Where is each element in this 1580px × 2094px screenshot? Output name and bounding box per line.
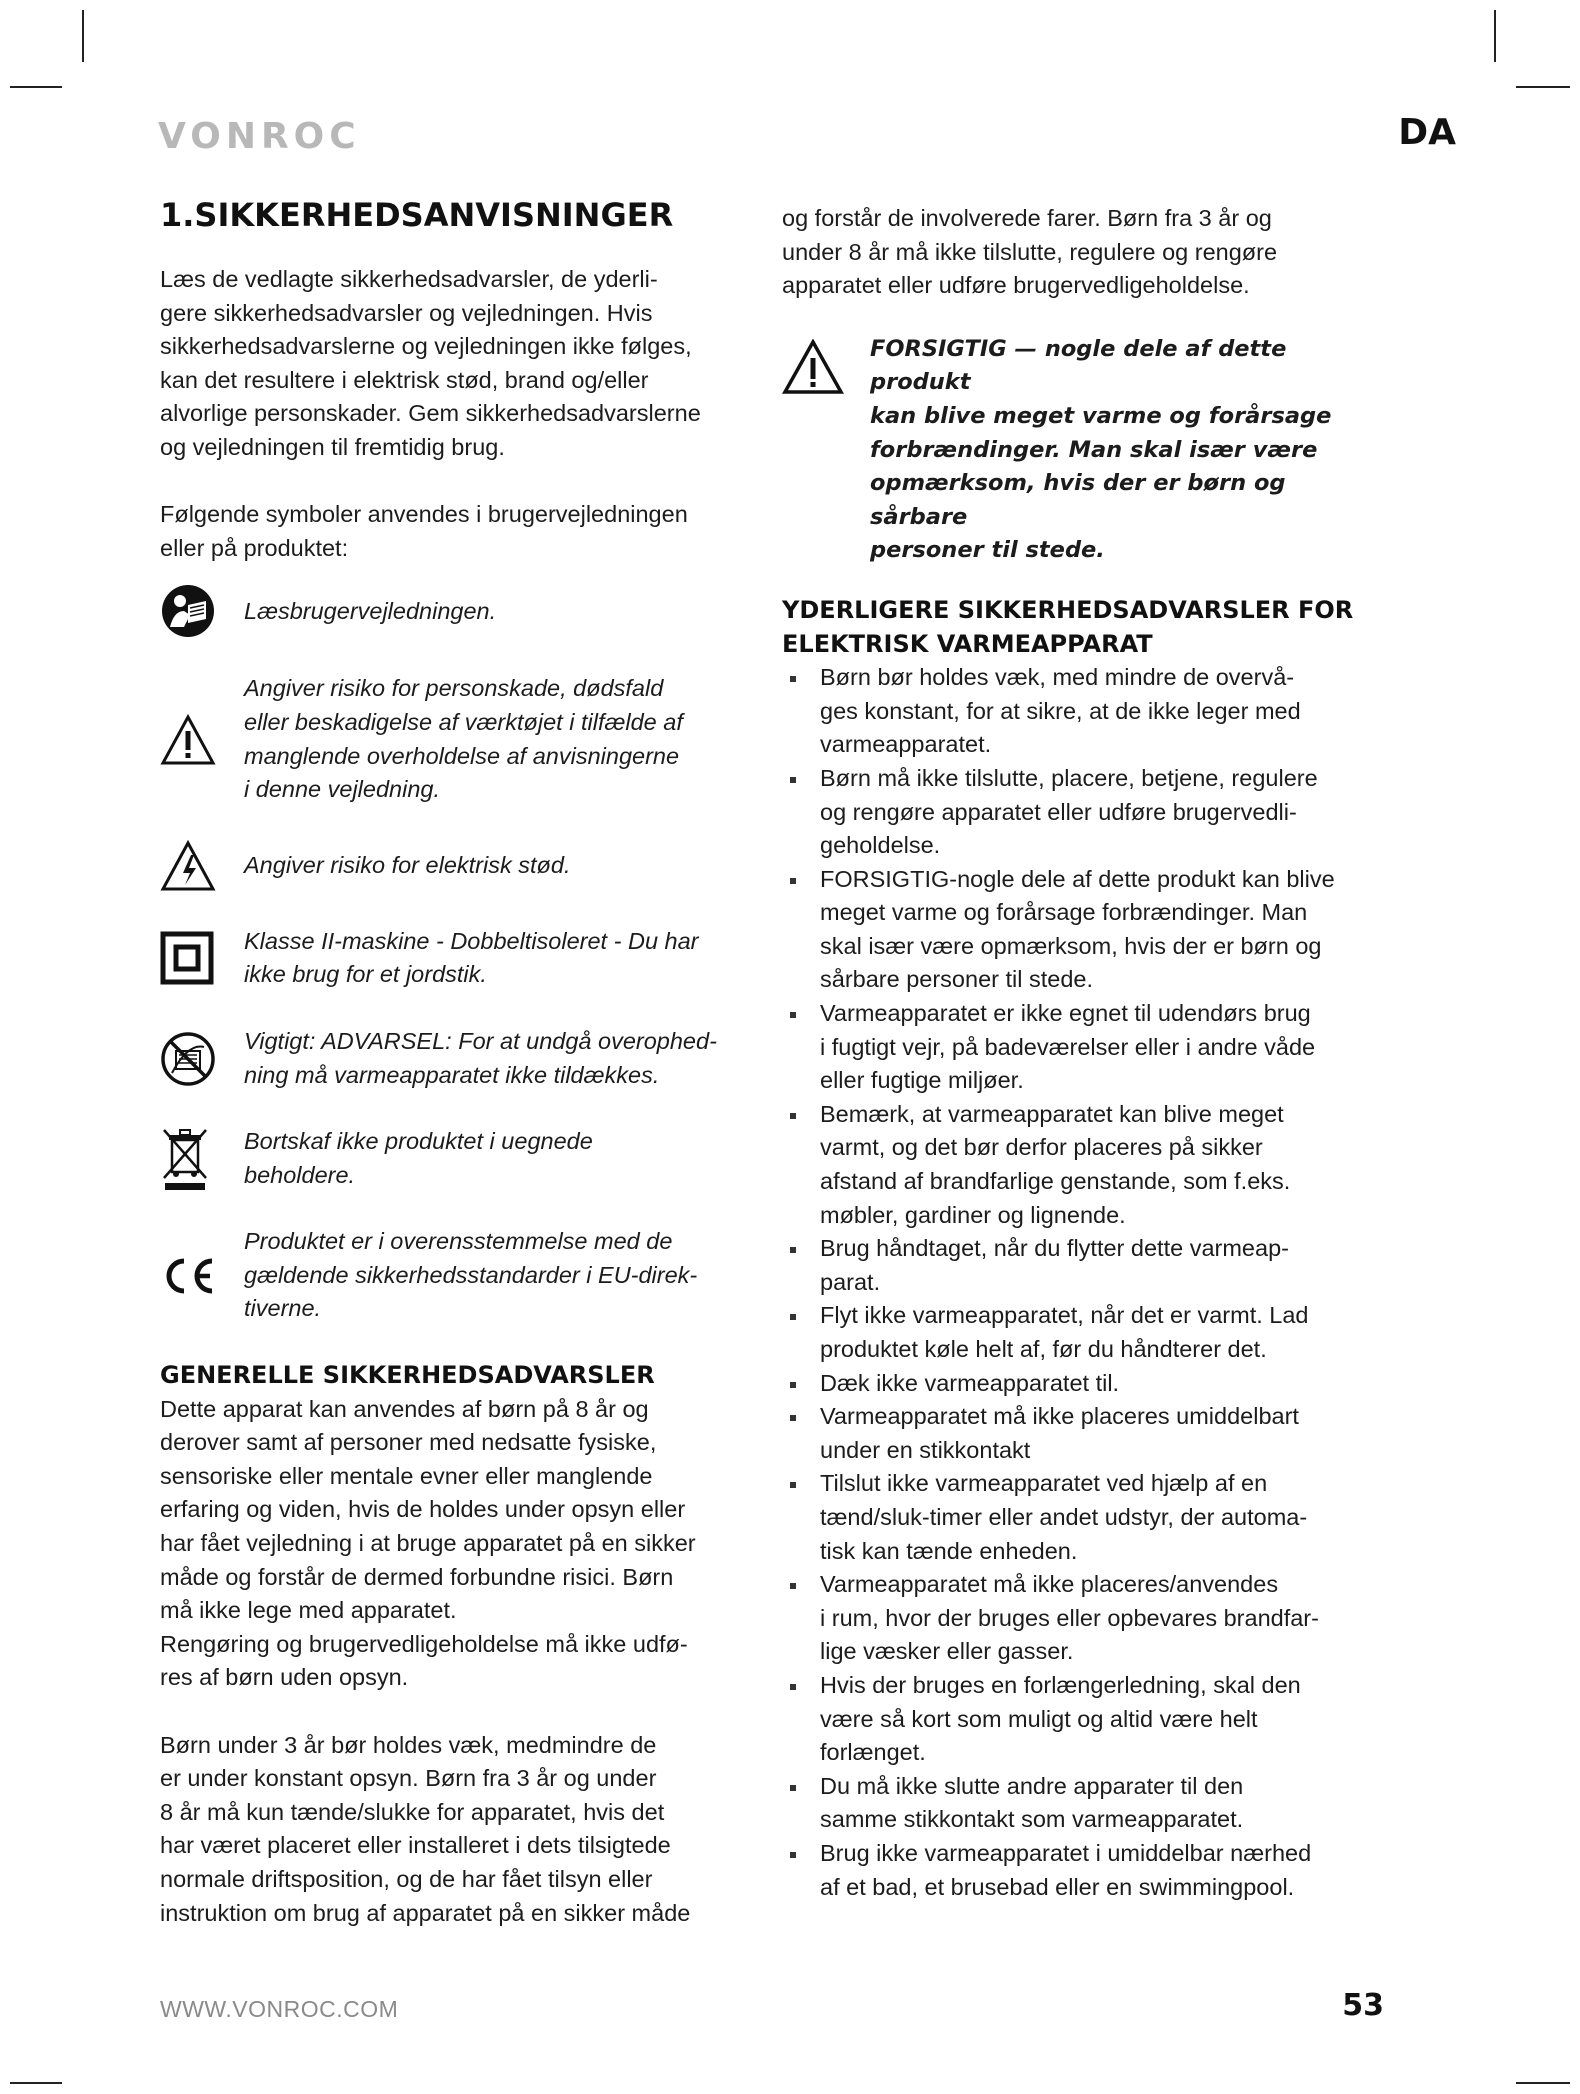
- extra-warnings-list: [782, 661, 1382, 1904]
- crop-mark: [10, 2082, 62, 2084]
- text-line: manglende overholdelse af anvisningerne: [244, 742, 680, 769]
- general-heading: GENERELLE SIKKERHEDSADVARSLER: [160, 1361, 655, 1390]
- text-line: derover samt af personer med nedsatte fysiske,: [160, 1429, 657, 1456]
- list-item: [782, 1367, 1382, 1401]
- text-line: Varmeapparatet er ikke egnet til udendørs brug: [820, 1000, 1311, 1027]
- text-line: instruktion om brug af apparatet på en sikker måde: [160, 1899, 691, 1926]
- text-line: Varmeapparatet må ikke placeres/anvendes: [820, 1571, 1279, 1598]
- text-line: eller fugtige miljøer.: [820, 1067, 1024, 1094]
- list-item: [782, 1568, 1382, 1669]
- symbol-row: [160, 1125, 760, 1192]
- text-line: Angiver risiko for personskade, dødsfald: [244, 675, 664, 702]
- footer-url: WWW.VONROC.COM: [160, 1996, 399, 2022]
- text-line: ikke brug for et jordstik.: [244, 961, 487, 988]
- text-line: Dette apparat kan anvendes af børn på 8 år og: [160, 1395, 649, 1422]
- text-line: geholdelse.: [820, 832, 941, 859]
- text-line: normale driftsposition, og de har fået tilsyn eller: [160, 1865, 653, 1892]
- text-line: forlænget.: [820, 1739, 926, 1766]
- text-line: res af børn uden opsyn.: [160, 1664, 409, 1691]
- text-line: FORSIGTIG — nogle dele af dette produkt: [870, 335, 1287, 396]
- list-item: [782, 863, 1382, 997]
- text-line: møbler, gardiner og lignende.: [820, 1201, 1126, 1228]
- text-line: forbrændinger. Man skal især være: [870, 436, 1318, 463]
- list-item: [782, 1467, 1382, 1568]
- text-line: apparatet eller udføre brugervedligeholdelse.: [782, 272, 1250, 299]
- weee-bin-icon: [160, 1126, 244, 1192]
- symbol-description: [244, 849, 570, 883]
- text-line: varmt, og det bør derfor placeres på sikker: [820, 1134, 1263, 1161]
- text-line: sikkerhedsadvarslerne og vejledningen ikke følges,: [160, 333, 692, 360]
- list-item: [782, 762, 1382, 863]
- text-line: kan det resultere i elektrisk stød, brand og/eller: [160, 366, 649, 393]
- symbol-description: [244, 1025, 717, 1092]
- electric-shock-icon: [160, 840, 244, 892]
- crop-mark: [1516, 86, 1570, 88]
- symbol-description: [244, 1225, 697, 1326]
- symbol-list: [160, 583, 760, 1326]
- text-line: eller på produktet:: [160, 534, 349, 561]
- symbol-description: [244, 595, 496, 629]
- text-line: tiverne.: [244, 1295, 322, 1322]
- text-line: beholdere.: [244, 1161, 356, 1188]
- text-line: tænd/sluk-timer eller andet udstyr, der automa-: [820, 1503, 1308, 1530]
- list-item: [782, 1400, 1382, 1467]
- text-line: i fugtigt vejr, på badeværelser eller i andre våde: [820, 1033, 1316, 1060]
- text-line: Rengøring og brugervedligeholdelse må ikke udfø-: [160, 1630, 688, 1657]
- text-line: og rengøre apparatet eller udføre brugervedli-: [820, 798, 1297, 825]
- text-line: Tilslut ikke varmeapparatet ved hjælp af en: [820, 1470, 1268, 1497]
- text-line: skal især være opmærksom, hvis der er børn og: [820, 932, 1322, 959]
- list-item: [782, 1669, 1382, 1770]
- text-line: Klasse II-maskine - Dobbeltisoleret - Du har: [244, 927, 699, 954]
- text-line: Bemærk, at varmeapparatet kan blive meget: [820, 1100, 1284, 1127]
- extra-heading: [782, 594, 1382, 661]
- text-line: YDERLIGERE SIKKERHEDSADVARSLER FOR: [782, 595, 1354, 624]
- symbol-description: [244, 925, 699, 992]
- text-line: har været placeret eller installeret i dets tilsigtede: [160, 1832, 671, 1859]
- text-line: afstand af brandfarlige genstande, som f.eks.: [820, 1168, 1291, 1195]
- ce-mark-icon: [160, 1255, 244, 1297]
- crop-mark: [1494, 10, 1496, 62]
- symbols-intro: [160, 498, 760, 565]
- page-title: 1.SIKKERHEDSANVISNINGER: [160, 196, 674, 234]
- text-line: Produktet er i overensstemmelse med de: [244, 1228, 673, 1255]
- text-line: Læs de vedlagte sikkerhedsadvarsler, de yderli-: [160, 266, 658, 292]
- text-line: Hvis der bruges en forlængerledning, skal den: [820, 1671, 1301, 1698]
- brand-logo: VONROC: [158, 116, 361, 157]
- crop-mark: [82, 10, 84, 62]
- caution-text: [870, 333, 1382, 568]
- text-line: Følgende symboler anvendes i brugervejledningen: [160, 501, 688, 528]
- list-item: [782, 661, 1382, 762]
- text-line: erfaring og viden, hvis de holdes under opsyn eller: [160, 1496, 686, 1523]
- text-line: lige væsker eller gasser.: [820, 1638, 1074, 1665]
- double-insulated-icon: [160, 931, 244, 985]
- children-paragraph: [160, 1729, 760, 1931]
- text-line: Læsbrugervejledningen.: [244, 597, 497, 624]
- text-line: under 8 år må ikke tilslutte, regulere og rengøre: [782, 238, 1278, 265]
- crop-mark: [10, 86, 62, 88]
- text-line: meget varme og forårsage forbrændinger. Man: [820, 899, 1308, 926]
- symbol-row: [160, 925, 760, 992]
- list-item: [782, 997, 1382, 1098]
- symbol-row: [160, 1225, 760, 1326]
- text-line: eller beskadigelse af værktøjet i tilfælde af: [244, 708, 683, 735]
- list-item: [782, 1770, 1382, 1837]
- list-item: [782, 1098, 1382, 1232]
- text-line: og vejledningen til fremtidig brug.: [160, 433, 505, 460]
- text-line: tisk kan tænde enheden.: [820, 1537, 1078, 1564]
- text-line: varmeapparatet.: [820, 731, 992, 758]
- text-line: måde og forstår de dermed forbundne risici. Børn: [160, 1563, 674, 1590]
- text-line: gere sikkerhedsadvarsler og vejledningen. Hvis: [160, 299, 653, 326]
- text-line: Flyt ikke varmeapparatet, når det er varmt. Lad: [820, 1302, 1309, 1329]
- symbol-row: [160, 583, 760, 639]
- symbol-row: [160, 840, 760, 892]
- text-line: Dæk ikke varmeapparatet til.: [820, 1369, 1120, 1396]
- text-line: ELEKTRISK VARMEAPPARAT: [782, 629, 1153, 658]
- text-line: Børn bør holdes væk, med mindre de overvå-: [820, 664, 1295, 691]
- text-line: 8 år må kun tænde/slukke for apparatet, hvis det: [160, 1798, 665, 1825]
- list-item: [782, 1299, 1382, 1366]
- symbol-row: [160, 672, 760, 806]
- do-not-cover-icon: [160, 1031, 244, 1087]
- left-column: [160, 195, 760, 1930]
- text-line: ning må varmeapparatet ikke tildækkes.: [244, 1061, 660, 1088]
- text-line: kan blive meget varme og forårsage: [870, 402, 1332, 429]
- text-line: parat.: [820, 1268, 881, 1295]
- page-number: 53: [1342, 1988, 1384, 2023]
- right-column: [782, 202, 1382, 1904]
- caution-block: [782, 333, 1382, 568]
- crop-mark: [1516, 2082, 1570, 2084]
- list-item: [782, 1837, 1382, 1904]
- warning-triangle-icon: [160, 714, 244, 766]
- list-item: [782, 1232, 1382, 1299]
- warning-triangle-icon: [782, 333, 870, 405]
- symbol-row: [160, 1025, 760, 1092]
- text-line: af et bad, et brusebad eller en swimmingpool.: [820, 1873, 1295, 1900]
- symbol-description: [244, 672, 683, 806]
- text-line: Du må ikke slutte andre apparater til den: [820, 1772, 1244, 1799]
- text-line: produktet køle helt af, før du håndterer det.: [820, 1336, 1267, 1362]
- text-line: Børn må ikke tilslutte, placere, betjene, regulere: [820, 764, 1318, 791]
- text-line: sårbare personer til stede.: [820, 966, 1094, 993]
- text-line: personer til stede.: [870, 537, 1105, 564]
- text-line: må ikke lege med apparatet.: [160, 1597, 457, 1624]
- text-line: i denne vejledning.: [244, 776, 440, 803]
- text-line: Varmeapparatet må ikke placeres umiddelbart: [820, 1403, 1299, 1430]
- text-line: FORSIGTIG-nogle dele af dette produkt kan blive: [820, 865, 1335, 892]
- text-line: under en stikkontakt: [820, 1436, 1031, 1463]
- intro-paragraph: [160, 263, 760, 465]
- text-line: være så kort som muligt og altid være helt: [820, 1705, 1258, 1732]
- text-line: Bortskaf ikke produktet i uegnede: [244, 1128, 593, 1155]
- symbol-description: [244, 1125, 593, 1192]
- text-line: og forstår de involverede farer. Børn fra 3 år og: [782, 205, 1272, 231]
- text-line: Vigtigt: ADVARSEL: For at undgå overophed-: [244, 1027, 717, 1054]
- read-manual-icon: [160, 583, 244, 639]
- text-line: Brug ikke varmeapparatet i umiddelbar nærhed: [820, 1839, 1312, 1866]
- text-line: er under konstant opsyn. Børn fra 3 år og under: [160, 1765, 657, 1792]
- text-line: i rum, hvor der bruges eller opbevares brandfar-: [820, 1604, 1319, 1631]
- text-line: samme stikkontakt som varmeapparatet.: [820, 1806, 1244, 1833]
- text-line: alvorlige personskader. Gem sikkerhedsadvarslerne: [160, 400, 701, 427]
- text-line: ges konstant, for at sikre, at de ikke leger med: [820, 697, 1301, 724]
- text-line: Brug håndtaget, når du flytter dette varmeap-: [820, 1235, 1289, 1262]
- text-line: Børn under 3 år bør holdes væk, medmindre de: [160, 1731, 657, 1758]
- general-paragraph: [160, 1393, 760, 1695]
- text-line: gældende sikkerhedsstandarder i EU-direk-: [244, 1261, 698, 1288]
- language-code: DA: [1398, 112, 1456, 153]
- continuation-paragraph: [782, 202, 1382, 303]
- text-line: sensoriske eller mentale evner eller manglende: [160, 1462, 653, 1489]
- text-line: har fået vejledning i at bruge apparatet på en sikker: [160, 1530, 696, 1557]
- text-line: Angiver risiko for elektrisk stød.: [244, 851, 571, 878]
- text-line: opmærksom, hvis der er børn og sårbare: [870, 470, 1286, 530]
